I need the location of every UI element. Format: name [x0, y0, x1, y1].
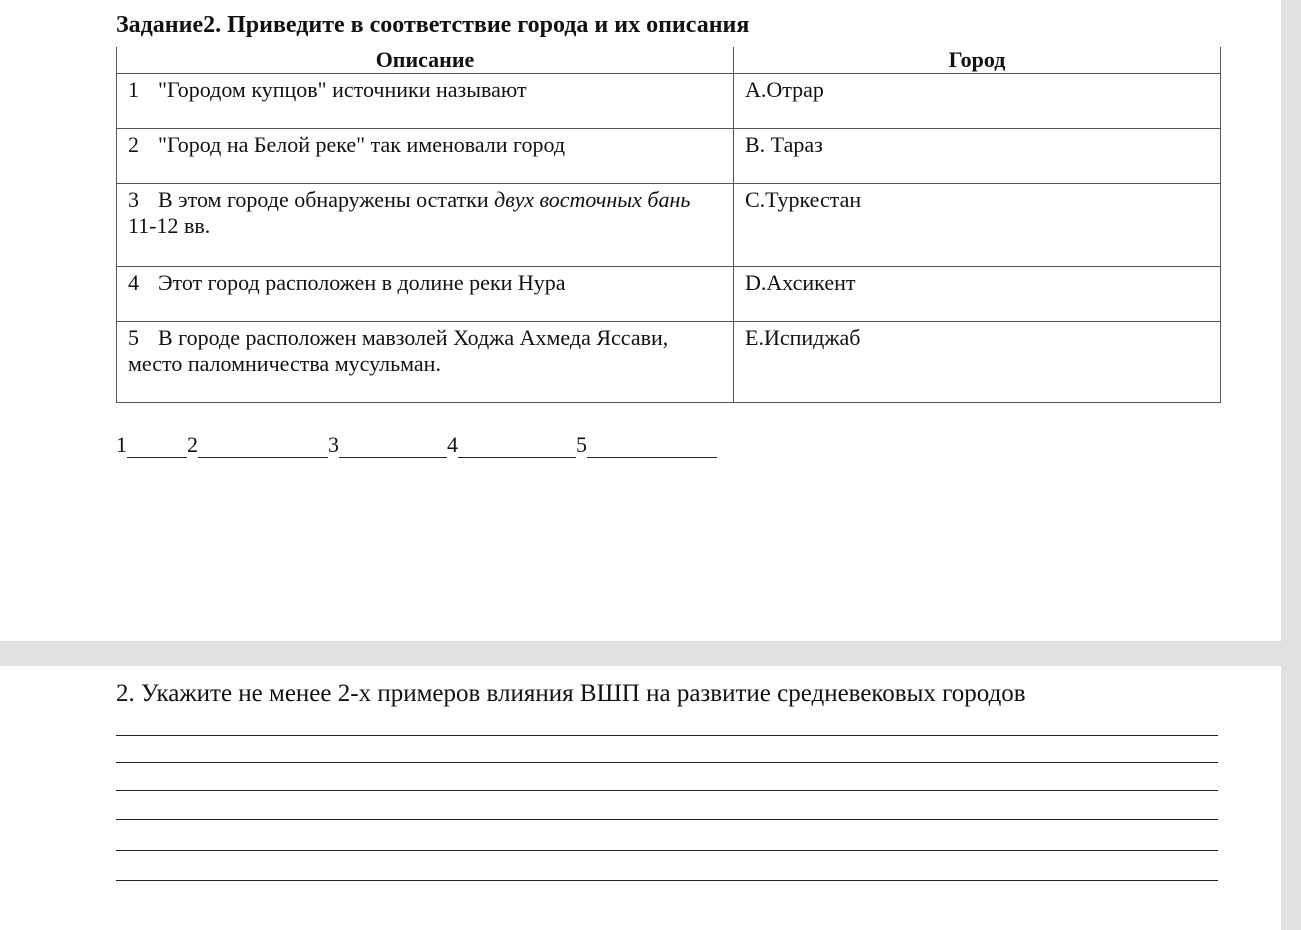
- table-row: [117, 129, 1221, 184]
- row-number: 1: [128, 77, 139, 102]
- answer-label-5: 5: [576, 432, 587, 457]
- description-text: Этот город расположен в долине реки Нура: [158, 270, 566, 295]
- answer-writing-line[interactable]: [116, 762, 1218, 763]
- matching-table: [116, 47, 1221, 403]
- description-cell: [117, 184, 734, 267]
- answer-label-1: 1: [116, 432, 127, 457]
- city-cell: А.Отрар: [734, 74, 1221, 129]
- description-text-end: 11-12 вв.: [128, 213, 211, 238]
- answer-writing-line[interactable]: [116, 880, 1218, 881]
- description-text: В этом городе обнаружены остатки: [158, 187, 495, 212]
- answer-writing-line[interactable]: [116, 735, 1218, 736]
- answer-writing-line[interactable]: [116, 819, 1218, 820]
- table-row: [117, 322, 1221, 403]
- answer-blank-5[interactable]: [587, 433, 717, 458]
- row-number: 4: [128, 270, 139, 295]
- city-cell: С.Туркестан: [734, 184, 1221, 267]
- city-cell: В. Тараз: [734, 129, 1221, 184]
- answer-writing-line[interactable]: [116, 850, 1218, 851]
- table-row: [117, 184, 1221, 267]
- answer-label-3: 3: [328, 432, 339, 457]
- document-page-2: [0, 666, 1281, 930]
- description-text: В городе расположен мавзолей Ходжа Ахмеда Яссави, место паломничества мусульман.: [128, 325, 669, 376]
- description-cell: [117, 74, 734, 129]
- answer-blank-4[interactable]: [458, 433, 576, 458]
- description-cell: [117, 129, 734, 184]
- row-number: 5: [128, 325, 139, 350]
- table-row: [117, 267, 1221, 322]
- question-2-text: 2. Укажите не менее 2-х примеров влияния ВШП на развитие средневековых городов: [116, 680, 1026, 707]
- answer-writing-line[interactable]: [116, 790, 1218, 791]
- answer-line: [116, 432, 717, 458]
- task-title: Задание2. Приведите в соответствие города и их описания: [116, 12, 750, 38]
- description-cell: [117, 322, 734, 403]
- row-number: 3: [128, 187, 139, 212]
- description-text: "Городом купцов" источники называют: [158, 77, 527, 102]
- description-text: "Город на Белой реке" так именовали город: [158, 132, 566, 157]
- table-row: [117, 74, 1221, 129]
- city-cell: Е.Испиджаб: [734, 322, 1221, 403]
- table-header-row: [117, 47, 1221, 74]
- city-cell: D.Ахсикент: [734, 267, 1221, 322]
- answer-label-4: 4: [447, 432, 458, 457]
- row-number: 2: [128, 132, 139, 157]
- header-city: Город: [734, 47, 1221, 74]
- description-cell: [117, 267, 734, 322]
- answer-blank-1[interactable]: [127, 433, 187, 458]
- answer-label-2: 2: [187, 432, 198, 457]
- answer-blank-2[interactable]: [198, 433, 328, 458]
- answer-blank-3[interactable]: [339, 433, 447, 458]
- description-italic-text: двух восточных бань: [494, 187, 691, 212]
- header-description: Описание: [117, 47, 734, 74]
